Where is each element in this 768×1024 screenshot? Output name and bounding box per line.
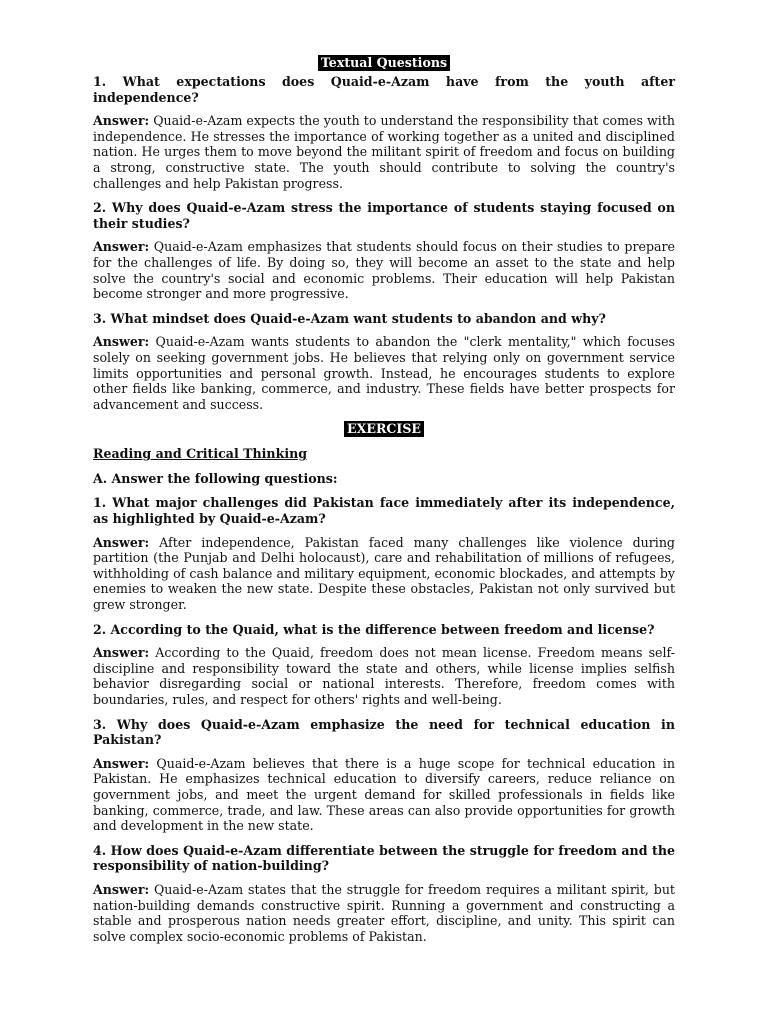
answer-label: Answer: [93,239,150,255]
answer-text: Quaid-e-Azam believes that there is a huge scope for technical education in Pakistan. He emphasizes technical education to diversify careers, reduce reliance on government jobs, and meet the urgent demand for skilled professionals in fields like banking, commerce, trade, and law. These areas can also provide opportunities for growth and development in the new state. [93,755,675,834]
answer-text: According to the Quaid, freedom does not mean license. Freedom means self-discipline and responsibility toward the state and others, while license implies selfish behavior disregarding social or national interests. Therefore, freedom comes with boundaries, rules, and respect for others' rights and well-being. [93,645,675,707]
exercise-answer-3 [93,756,675,834]
section-heading-textual-questions: Textual Questions [318,55,450,71]
exercise-question-1: 1. What major challenges did Pakistan face immediately after its independence, as highlighted by Quaid-e-Azam? [93,495,675,527]
answer-2 [93,239,675,301]
question-3: 3. What mindset does Quaid-e-Azam want students to abandon and why? [93,310,606,326]
answer-text: Quaid-e-Azam states that the struggle for freedom requires a militant spirit, but nation-building demands constructive spirit. Running a government and constructing a stable and prosperous nation needs greater effort, discipline, and unity. This spirit can solve complex socio-economic problems of Pakistan. [93,881,675,944]
answer-text: Quaid-e-Azam wants students to abandon the "clerk mentality," which focuses solely on seeking government jobs. He believes that relying only on government service limits opportunities and personal growth. Instead, he encourages students to explore other fields like banking, commerce, and industry. These fields have better prospects for advancement and success. [93,334,675,412]
exercise-question-3: 3. Why does Quaid-e-Azam emphasize the need for technical education in Pakistan? [93,716,675,748]
exercise-answer-2 [93,645,675,707]
answer-3 [93,334,675,412]
section-heading-exercise: EXERCISE [344,421,424,437]
exercise-answer-1 [93,535,675,613]
answer-label: Answer: [93,645,150,661]
exercise-answer-4 [93,882,675,944]
question-1: 1. What expectations does Quaid-e-Azam have from the youth after independence? [93,74,675,105]
subheading-reading-critical-thinking: Reading and Critical Thinking [93,446,308,462]
answer-label: Answer: [93,881,150,897]
answer-text: Quaid-e-Azam expects the youth to understand the responsibility that comes with independence. He stresses the importance of working together as a united and disciplined nation. He urges them to move beyond the militant spirit of freedom and focus on building a strong, constructive state. The youth should contribute to solving the country's challenges and help Pakistan progress. [93,113,675,191]
answer-1 [93,113,675,191]
answer-text: After independence, Pakistan faced many challenges like violence during partition (the Punjab and Delhi holocaust), care and rehabilitation of millions of refugees, withholding of cash balance and military equipment, economic blockades, and attempts by enemies to weaken the new state. Despite these obstacles, Pakistan not only survived but grew stronger. [93,534,675,613]
answer-label: Answer: [93,755,150,771]
instruction-answer-questions: A. Answer the following questions: [93,470,338,486]
question-2: 2. Why does Quaid-e-Azam stress the importance of students staying focused on their studies? [93,200,675,231]
answer-label: Answer: [93,113,150,129]
answer-text: Quaid-e-Azam emphasizes that students should focus on their studies to prepare for the challenges of life. By doing so, they will become an asset to the state and help solve the country's social and economic problems. Their education will help Pakistan become stronger and more progressive. [93,239,675,302]
section-heading-wrap [93,55,675,71]
section-heading-wrap [93,421,675,437]
exercise-question-2: 2. According to the Quaid, what is the difference between freedom and license? [93,621,655,637]
answer-label: Answer: [93,334,150,350]
exercise-question-4: 4. How does Quaid-e-Azam differentiate between the struggle for freedom and the responsibility of nation-building? [93,842,675,874]
document-page [93,55,675,944]
answer-label: Answer: [93,534,150,550]
